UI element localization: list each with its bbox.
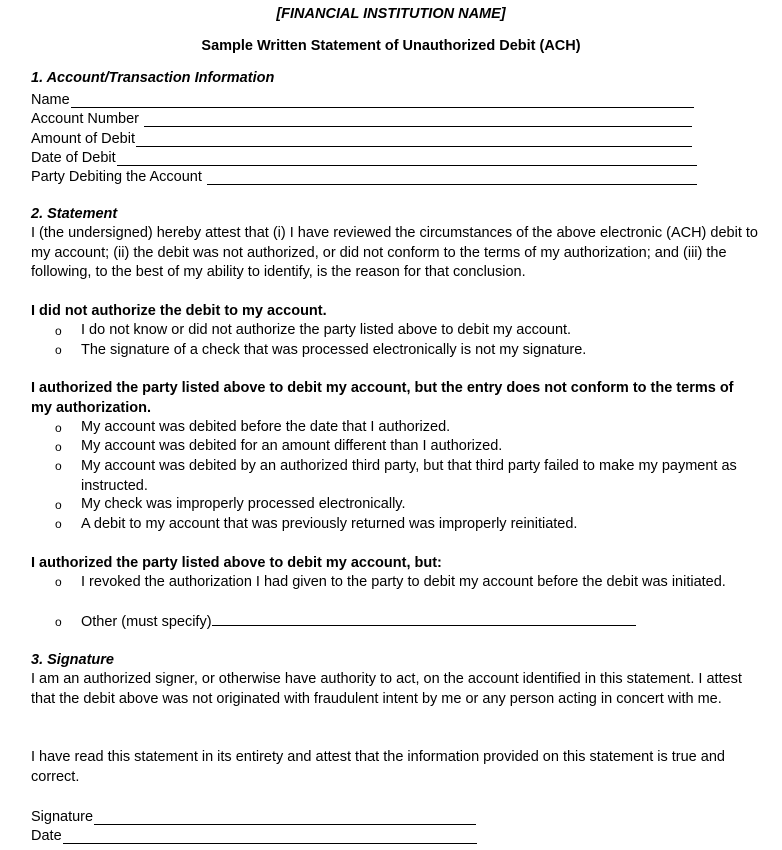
- final-attestation: I have read this statement in its entirety and attest that the information provided on this statement is true and correct.: [31, 749, 725, 785]
- group-b-heading: I authorized the party listed above to debit my account, but the entry does not conform to the terms of my authorization.: [31, 380, 734, 416]
- signature-field[interactable]: [31, 806, 476, 825]
- bullet-icon: o: [55, 440, 62, 454]
- group-b-item: My check was improperly processed electronically.: [81, 496, 406, 512]
- institution-name: [FINANCIAL INSTITUTION NAME]: [276, 6, 506, 22]
- amount-label: Amount of Debit: [31, 131, 135, 147]
- group-c-item: I revoked the authorization I had given to the party to debit my account before the debit was initiated.: [81, 574, 726, 590]
- group-a-item: I do not know or did not authorize the party listed above to debit my account.: [81, 322, 572, 338]
- date-of-debit-label: Date of Debit: [31, 150, 116, 166]
- group-a-item: The signature of a check that was processed electronically is not my signature.: [81, 342, 587, 358]
- other-specify-line[interactable]: [212, 612, 636, 626]
- bullet-icon: o: [55, 517, 62, 531]
- section2-heading: 2. Statement: [31, 206, 118, 222]
- section3-heading: 3. Signature: [31, 652, 114, 668]
- name-label: Name: [31, 92, 70, 108]
- party-field[interactable]: [31, 166, 697, 185]
- statement-body: I (the undersigned) hereby attest that (i) I have reviewed the circumstances of the above electronic (ACH) debit to my account; (ii) the debit was not authorized, or did not conform to the terms of my authorization; and (iii) the following, to the best of my ability to identify, is the reason for that conclusion.: [31, 225, 758, 280]
- bullet-icon: o: [55, 421, 62, 435]
- signature-attestation: I am an authorized signer, or otherwise have authority to act, on the account identified in this statement. I attest that the debit above was not originated with fraudulent intent by me or any person acting in concert with me.: [31, 671, 742, 707]
- amount-field[interactable]: [31, 128, 692, 147]
- bullet-icon: o: [55, 324, 62, 338]
- name-field[interactable]: [31, 89, 694, 108]
- bullet-icon: o: [55, 343, 62, 357]
- account-number-line[interactable]: [144, 113, 692, 127]
- date-line[interactable]: [63, 830, 477, 844]
- date-of-debit-line[interactable]: [117, 152, 697, 166]
- group-a-heading: I did not authorize the debit to my account.: [31, 303, 327, 319]
- date-of-debit-field[interactable]: [31, 147, 697, 166]
- group-c-heading: I authorized the party listed above to debit my account, but:: [31, 555, 442, 571]
- amount-line[interactable]: [136, 133, 692, 147]
- bullet-icon: o: [55, 459, 62, 473]
- party-label: Party Debiting the Account: [31, 169, 202, 185]
- date-label: Date: [31, 828, 62, 844]
- other-specify-field[interactable]: [81, 612, 741, 633]
- bullet-icon: o: [55, 498, 62, 512]
- document-title: Sample Written Statement of Unauthorized Debit (ACH): [201, 38, 581, 54]
- bullet-icon: o: [55, 615, 62, 629]
- party-line[interactable]: [207, 171, 697, 185]
- group-b-item: A debit to my account that was previously returned was improperly reinitiated.: [81, 516, 578, 532]
- date-field[interactable]: [31, 825, 477, 844]
- account-number-label: Account Number: [31, 111, 139, 127]
- section1-heading: 1. Account/Transaction Information: [31, 70, 275, 86]
- signature-line[interactable]: [94, 811, 476, 825]
- group-b-item: My account was debited by an authorized third party, but that third party failed to make my payment as instructed.: [81, 458, 737, 494]
- group-b-item: My account was debited before the date that I authorized.: [81, 419, 451, 435]
- name-line[interactable]: [71, 94, 694, 108]
- group-b-item: My account was debited for an amount different than I authorized.: [81, 438, 503, 454]
- other-specify-label: Other (must specify): [81, 614, 212, 630]
- signature-label: Signature: [31, 809, 94, 825]
- bullet-icon: o: [55, 575, 62, 589]
- account-number-field[interactable]: [31, 108, 692, 127]
